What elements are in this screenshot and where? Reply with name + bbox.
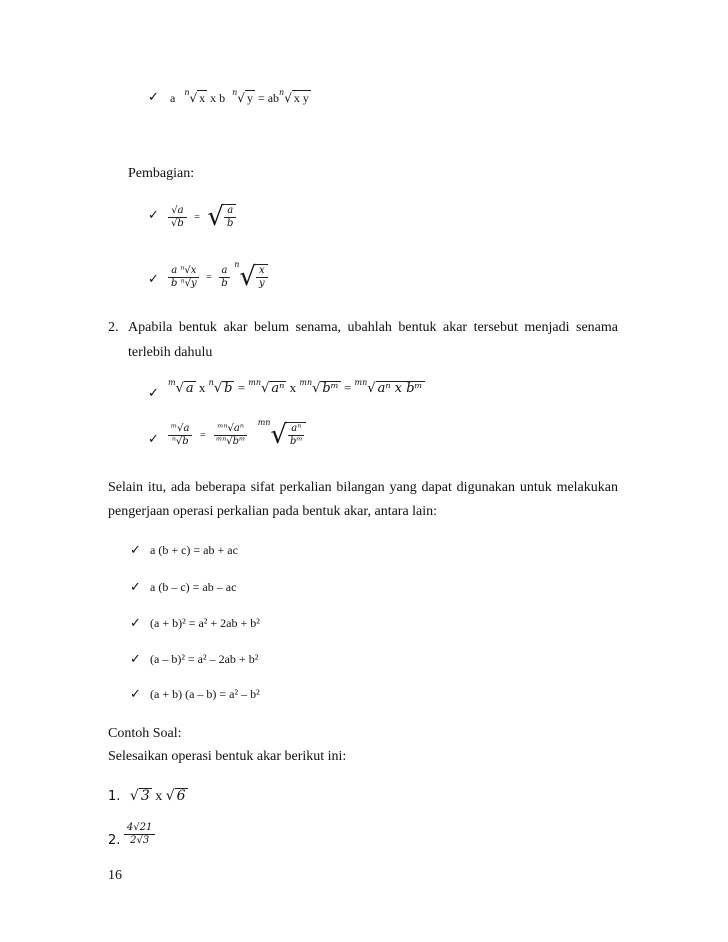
times-sign: x xyxy=(155,789,163,804)
property-item: a (b + c) = ab + ac xyxy=(150,543,238,557)
check-icon: ✓ xyxy=(130,580,141,595)
fraction-numerator: ᵐⁿ√aⁿ xyxy=(214,423,247,436)
check-icon: ✓ xyxy=(148,90,159,105)
property-item: (a + b)² = a² + 2ab + b² xyxy=(150,616,260,630)
check-icon: ✓ xyxy=(148,386,159,401)
example-heading: Contoh Soal: xyxy=(108,726,182,741)
fraction-numerator: a ⁿ√x xyxy=(168,265,199,278)
equals-sign: = xyxy=(343,380,352,395)
equals-ab: = ab xyxy=(257,91,280,105)
list-number: 1. xyxy=(108,789,121,804)
multiplication-rule: a $^n$√ x x b $^n$√ $y = ab^n√$ x y xyxy=(170,88,309,105)
radicand-a: a xyxy=(185,381,194,396)
paragraph-line2: pengerjaan operasi perkalian pada bentuk akar, antara lain: xyxy=(108,504,438,519)
equals-sign: = xyxy=(194,212,200,224)
example-intro: Selesaikan operasi bentuk akar berikut ini: xyxy=(108,749,347,764)
fraction-denominator: √b xyxy=(171,217,184,229)
page-number: 16 xyxy=(108,868,122,883)
check-icon: ✓ xyxy=(148,272,159,287)
equals-sign: = xyxy=(199,430,206,442)
property-item: a (b – c) = ab – ac xyxy=(150,580,237,594)
radicand-product: aⁿ x bᵐ xyxy=(377,381,423,396)
radicand-denominator: bᵐ xyxy=(290,436,303,447)
radicand-denominator: b xyxy=(227,218,234,229)
property-item: (a + b) (a – b) = a² – b² xyxy=(150,687,260,701)
equals-sign: = xyxy=(206,272,212,284)
index-n: n xyxy=(184,88,190,97)
unlike-index-division: $\frac{\text{ᵐ√a}}{\text{ⁿ√b}}$ = $\frac{\text{ᵐⁿ√aⁿ}}{\text{ᵐⁿ√bᵐ}}$ $^{mn}$√ $\frac{\text{aⁿ}}{\text{bᵐ}}$ xyxy=(168,420,306,450)
fraction-numerator: ᵐ√a xyxy=(168,423,192,436)
fraction-denominator: ⁿ√b xyxy=(171,435,189,447)
radicand-x: x xyxy=(199,91,206,105)
coefficient-denominator: b xyxy=(221,277,228,289)
index-n: n xyxy=(234,260,240,269)
index-n: n xyxy=(232,88,238,97)
index-n: n xyxy=(279,88,285,97)
radicand: 3 xyxy=(140,788,150,804)
fraction-numerator: 4√21 xyxy=(124,822,155,835)
check-icon: ✓ xyxy=(130,687,141,702)
fraction-denominator: ᵐⁿ√bᵐ xyxy=(216,435,246,447)
index-mn: mn xyxy=(257,418,271,427)
check-icon: ✓ xyxy=(148,432,159,447)
division-rule-1: $\frac{√a}{√b}$ = √ $\frac{a}{b}$ xyxy=(168,202,236,232)
fraction-numerator: √a xyxy=(168,205,186,218)
list-number: 2. xyxy=(108,833,121,848)
item2-line2: terlebih dahulu xyxy=(128,345,213,360)
unlike-index-multiplication: $^m$√ a x $^n$√ b = $^{mn}$√ aⁿ x $^{mn}$√ bᵐ = $^{mn}$√ aⁿ x bᵐ xyxy=(168,378,423,396)
radicand-xy: x y xyxy=(293,91,309,105)
radicand-numerator: a xyxy=(224,205,236,218)
index-n: n xyxy=(208,378,214,387)
list-number: 2. xyxy=(108,320,119,335)
radicand-numerator: aⁿ xyxy=(288,423,304,436)
radicand-y: y xyxy=(246,91,253,105)
var-a: a xyxy=(170,91,176,105)
times-sign: x xyxy=(198,380,206,395)
check-icon: ✓ xyxy=(148,208,159,223)
radicand-numerator: x xyxy=(256,265,268,278)
fraction-denominator: 2√3 xyxy=(130,835,150,846)
radicand: 6 xyxy=(176,788,186,804)
fraction-denominator: b ⁿ√y xyxy=(171,277,197,289)
check-icon: ✓ xyxy=(130,616,141,631)
radicand-denominator: y xyxy=(258,278,265,289)
item2-line1: Apabila bentuk akar belum senama, ubahlah bentuk akar tersebut menjadi senama xyxy=(128,320,618,335)
paragraph-line1: Selain itu, ada beberapa sifat perkalian bilangan yang dapat digunakan untuk melakukan xyxy=(108,480,618,495)
index-m: m xyxy=(168,378,176,387)
index-mn: mn xyxy=(248,378,262,387)
coefficient-numerator: a xyxy=(219,265,231,278)
times-b: x b xyxy=(210,91,226,105)
check-icon: ✓ xyxy=(130,652,141,667)
equals-sign: = xyxy=(237,380,246,395)
radicand-a-power-n: aⁿ xyxy=(271,381,285,396)
index-mn: mn xyxy=(299,378,313,387)
radicand-b: b xyxy=(224,381,233,396)
property-item: (a – b)² = a² – 2ab + b² xyxy=(150,652,259,666)
check-icon: ✓ xyxy=(130,543,141,558)
example-2 xyxy=(108,822,155,847)
radicand-b-power-m: bᵐ xyxy=(322,381,339,396)
example-1: 1. √ 3 x √ 6 xyxy=(108,788,186,804)
index-mn: mn xyxy=(354,378,368,387)
division-rule-2: $\frac{\text{a ⁿ√x}}{\text{b ⁿ√y}}$ = $\frac{a}{b}$ $^n$√ $\frac{x}{y}$ xyxy=(168,262,268,292)
times-sign: x xyxy=(289,380,297,395)
division-heading: Pembagian: xyxy=(128,166,195,181)
